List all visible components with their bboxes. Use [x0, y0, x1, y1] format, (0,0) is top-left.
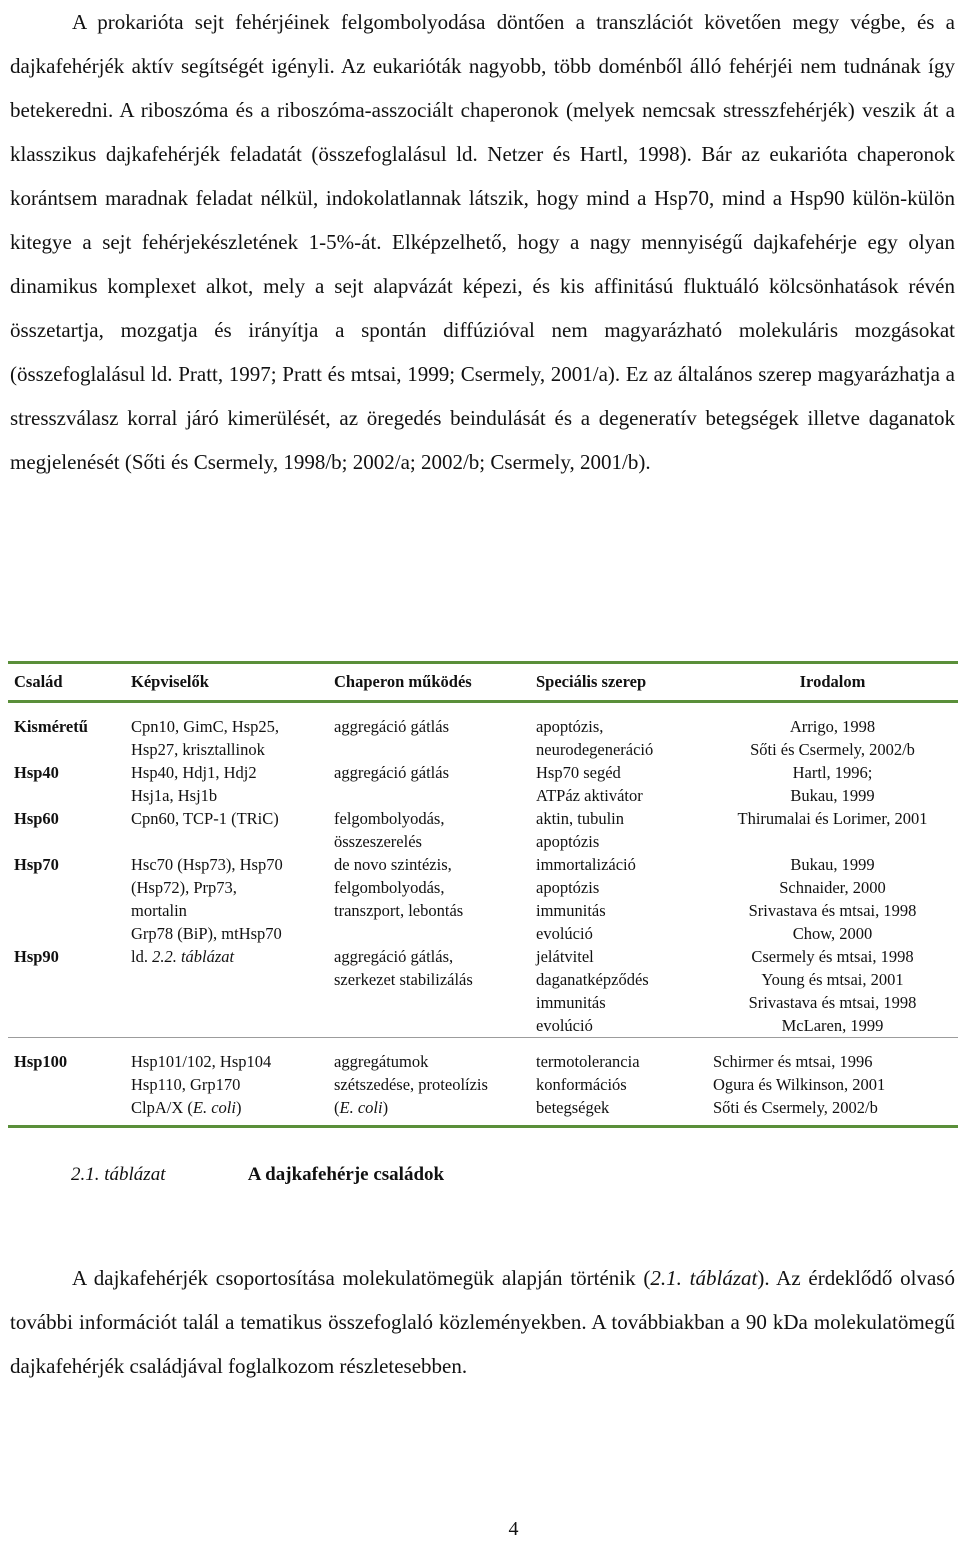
- members-cell: Cpn10, GimC, Hsp25, Hsp27, krisztallinok: [131, 717, 280, 759]
- body-paragraph-1: A prokarióta sejt fehérjéinek felgombolyodása döntően a transzlációt követően megy végbe, és a dajkafehérjék aktív segítségét igényli. Az eukarióták nagyobb, több doménből álló fehérjéi nem tudnának így betekeredni. A riboszóma és a riboszóma-asszociált chaperonok (melyek nemcsak stresszfehérjék) veszik át a klasszikus dajkafehérjék feladatát (összefoglalásul ld. Netzer és Hartl, 1998). Bár az eukarióta chaperonok korántsem maradnak feladat nélkül, indokolatlannak látszik, hogy mind a Hsp70, mind a Hsp90 külön-külön kitegye a sejt fehérjekészletének 1-5%-át. Elképzelhető, hogy a nagy mennyiségű dajkafehérje egy olyan dinamikus komplexet alkot, mely a sejt alapvázát képezi, és kis affinitású fluktuáló kölcsönhatások révén összetartja, mozgatja és irányítja a spontán diffúzióval nem magyarázható molekuláris mozgásokat (összefoglalásul ld. Pratt, 1997; Pratt és mtsai, 1999; Csermely, 2001/a). Ez az általános szerep magyarázhatja a stresszválasz korral járó kimerülését, az öregedés beindulását és a degeneratív betegségek illetve daganatok megjelenését (Sőti és Csermely, 1998/b; 2002/a; 2002/b; Csermely, 2001/b).: [10, 10, 955, 474]
- page-number: 4: [508, 1518, 519, 1540]
- function-cell: aggregátumok szétszedése, proteolízis (E. coli): [328, 1038, 530, 1127]
- function-cell: aggregáció gátlás: [334, 717, 449, 736]
- table-row: [8, 945, 958, 1038]
- role-cell: Hsp70 segéd ATPáz aktivátor: [536, 763, 643, 805]
- references-cell: Csermely és mtsai, 1998 Young és mtsai, 2001 Srivastava és mtsai, 1998 McLaren, 1999: [748, 947, 917, 1035]
- table-header-row: [8, 663, 958, 702]
- references-cell: Arrigo, 1998 Sőti és Csermely, 2002/b: [750, 717, 915, 759]
- table-caption: [71, 1164, 444, 1186]
- function-cell: felgombolyodás, összeszerelés: [334, 809, 445, 851]
- family-cell: Hsp40: [14, 763, 59, 782]
- header-family: Család: [8, 663, 125, 702]
- function-cell: aggregáció gátlás: [334, 763, 449, 782]
- references-cell: Hartl, 1996; Bukau, 1999: [790, 763, 875, 805]
- family-cell: Hsp100: [8, 1038, 125, 1127]
- family-cell: Hsp70: [14, 855, 59, 874]
- references-cell: Bukau, 1999 Schnaider, 2000 Srivastava és mtsai, 1998 Chow, 2000: [748, 855, 917, 943]
- function-cell: aggregáció gátlás, szerkezet stabilizálás: [334, 947, 473, 989]
- function-cell: de novo szintézis, felgombolyodás, transzport, lebontás: [334, 855, 464, 920]
- table-row: [8, 702, 958, 762]
- header-role: Speciális szerep: [530, 663, 707, 702]
- members-cell: Hsp40, Hdj1, Hdj2 Hsj1a, Hsj1b: [131, 763, 257, 805]
- role-cell: jelátvitel daganatképződés immunitás evolúció: [536, 947, 649, 1035]
- table-reference: 2.1. táblázat: [650, 1266, 758, 1290]
- table-row: [8, 761, 958, 807]
- header-members: Képviselők: [125, 663, 328, 702]
- body-paragraph-2: A dajkafehérjék csoportosítása molekulatömegük alapján történik (2.1. táblázat). Az érdeklődő olvasó további információt talál a tematikus összefoglaló közleményekben. A továbbiakban a 90 kDa molekulatömegű dajkafehérjék családjával foglalkozom részletesebben.: [10, 1266, 955, 1378]
- header-function: Chaperon működés: [328, 663, 530, 702]
- header-references: Irodalom: [707, 663, 958, 702]
- references-cell: Schirmer és mtsai, 1996 Ogura és Wilkinson, 2001 Sőti és Csermely, 2002/b: [707, 1038, 958, 1127]
- table-row: [8, 1038, 958, 1127]
- role-cell: aktin, tubulin apoptózis: [536, 809, 624, 851]
- table-row: [8, 853, 958, 945]
- role-cell: apoptózis, neurodegeneráció: [536, 717, 654, 759]
- members-cell: Cpn60, TCP-1 (TRiC): [131, 809, 279, 828]
- role-cell: immortalizáció apoptózis immunitás evolúció: [536, 855, 636, 943]
- family-cell: Hsp60: [14, 809, 59, 828]
- references-cell: Thirumalai és Lorimer, 2001: [737, 809, 928, 828]
- caption-title: A dajkafehérje családok: [247, 1164, 445, 1185]
- members-cell: Hsc70 (Hsp73), Hsp70 (Hsp72), Prp73, mortalin Grp78 (BiP), mtHsp70: [131, 855, 283, 943]
- table-row: [8, 807, 958, 853]
- members-cell: Hsp101/102, Hsp104 Hsp110, Grp170 ClpA/X (E. coli): [125, 1038, 328, 1127]
- family-cell: Hsp90: [14, 947, 59, 966]
- members-cell: ld. 2.2. táblázat: [131, 947, 235, 966]
- chaperone-families-table: [8, 661, 958, 1128]
- caption-number: 2.1. táblázat: [71, 1164, 166, 1185]
- role-cell: termotolerancia konformációs betegségek: [530, 1038, 707, 1127]
- family-cell: Kisméretű: [14, 717, 88, 736]
